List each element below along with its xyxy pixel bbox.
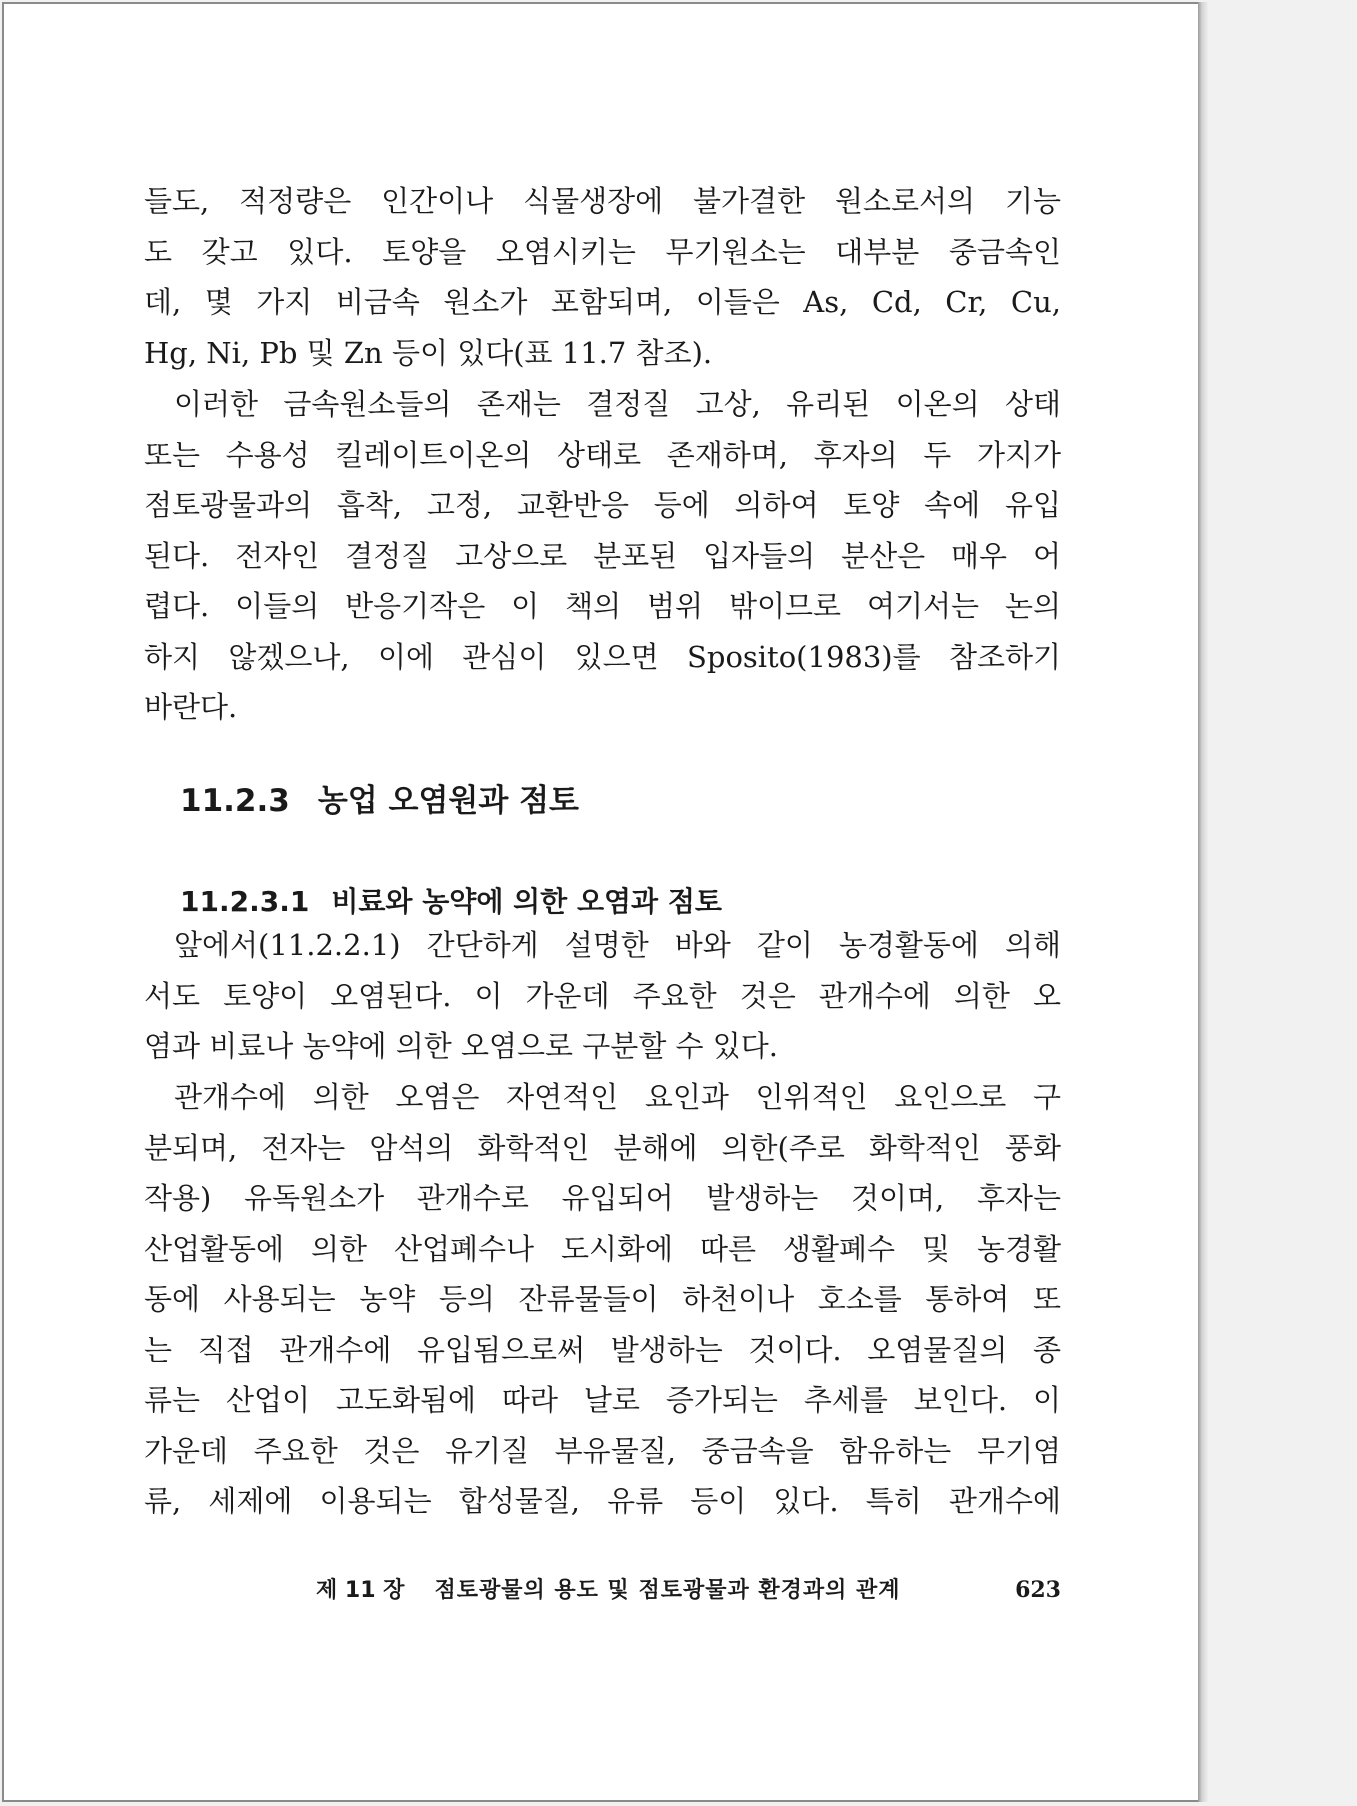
paragraph-line: 하지 않겠으나, 이에 관심이 있으면 Sposito(1983)를 참조하기 bbox=[144, 639, 1061, 674]
section-heading bbox=[180, 775, 579, 820]
running-footer bbox=[316, 1573, 1061, 1604]
paragraph-2 bbox=[144, 379, 1061, 733]
footer-chapter: 제 11 장 bbox=[316, 1578, 405, 1603]
subsection-heading bbox=[180, 880, 722, 920]
paragraph-1 bbox=[144, 176, 1061, 378]
paragraph-line: 도 갖고 있다. 토양을 오염시키는 무기원소는 대부분 중금속인 bbox=[144, 234, 1061, 269]
subsection-title: 비료와 농약에 의한 오염과 점토 bbox=[331, 885, 722, 918]
paragraph-line: 염과 비료나 농약에 의한 오염으로 구분할 수 있다. bbox=[144, 1029, 779, 1063]
section-number: 11.2.3 bbox=[180, 783, 290, 819]
paragraph-line: 산업활동에 의한 산업폐수나 도시화에 따른 생활폐수 및 농경활 bbox=[144, 1231, 1061, 1266]
paragraph-line: 된다. 전자인 결정질 고상으로 분포된 입자들의 분산은 매우 어 bbox=[144, 538, 1061, 573]
paragraph-line: 이러한 금속원소들의 존재는 결정질 고상, 유리된 이온의 상태 bbox=[174, 387, 1061, 421]
paragraph-line: 서도 토양이 오염된다. 이 가운데 주요한 것은 관개수에 의한 오 bbox=[144, 978, 1061, 1013]
subsection-number: 11.2.3.1 bbox=[180, 885, 310, 918]
paragraph-3 bbox=[144, 920, 1061, 1072]
paragraph-line: 바란다. bbox=[144, 690, 238, 724]
paragraph-line: Hg, Ni, Pb 및 Zn 등이 있다(표 11.7 참조). bbox=[144, 335, 713, 370]
paragraph-line: 렵다. 이들의 반응기작은 이 책의 범위 밖이므로 여기서는 논의 bbox=[144, 589, 1061, 623]
paragraph-line: 는 직접 관개수에 유입됨으로써 발생하는 것이다. 오염물질의 종 bbox=[144, 1332, 1061, 1367]
paragraph-line: 류, 세제에 이용되는 합성물질, 유류 등이 있다. 특히 관개수에 bbox=[144, 1484, 1061, 1518]
paragraph-line: 관개수에 의한 오염은 자연적인 요인과 인위적인 요인으로 구 bbox=[174, 1080, 1061, 1114]
paragraph-line: 류는 산업이 고도화됨에 따라 날로 증가되는 추세를 보인다. 이 bbox=[144, 1383, 1061, 1417]
paragraph-line: 작용) 유독원소가 관개수로 유입되어 발생하는 것이며, 후자는 bbox=[144, 1181, 1061, 1215]
paragraph-line: 앞에서(11.2.2.1) 간단하게 설명한 바와 같이 농경활동에 의해 bbox=[174, 928, 1061, 962]
page-edge-shadow bbox=[1198, 2, 1208, 1802]
paragraph-line: 동에 사용되는 농약 등의 잔류물들이 하천이나 호소를 통하여 또 bbox=[144, 1282, 1061, 1316]
paragraph-4 bbox=[144, 1072, 1061, 1527]
paragraph-line: 들도, 적정량은 인간이나 식물생장에 불가결한 원소로서의 기능 bbox=[144, 184, 1061, 218]
section-title: 농업 오염원과 점토 bbox=[317, 783, 579, 819]
paragraph-line: 데, 몇 가지 비금속 원소가 포함되며, 이들은 As, Cd, Cr, Cu, bbox=[144, 285, 1061, 319]
footer-title: 점토광물의 용도 및 점토광물과 환경과의 관계 bbox=[434, 1578, 901, 1603]
paragraph-line: 점토광물과의 흡착, 고정, 교환반응 등에 의하여 토양 속에 유입 bbox=[144, 488, 1061, 522]
paragraph-line: 분되며, 전자는 암석의 화학적인 분해에 의한(주로 화학적인 풍화 bbox=[144, 1130, 1061, 1165]
paragraph-line: 가운데 주요한 것은 유기질 부유물질, 중금속을 함유하는 무기염 bbox=[144, 1433, 1061, 1468]
paragraph-line: 또는 수용성 킬레이트이온의 상태로 존재하며, 후자의 두 가지가 bbox=[144, 437, 1061, 472]
page-number: 623 bbox=[1015, 1577, 1061, 1603]
